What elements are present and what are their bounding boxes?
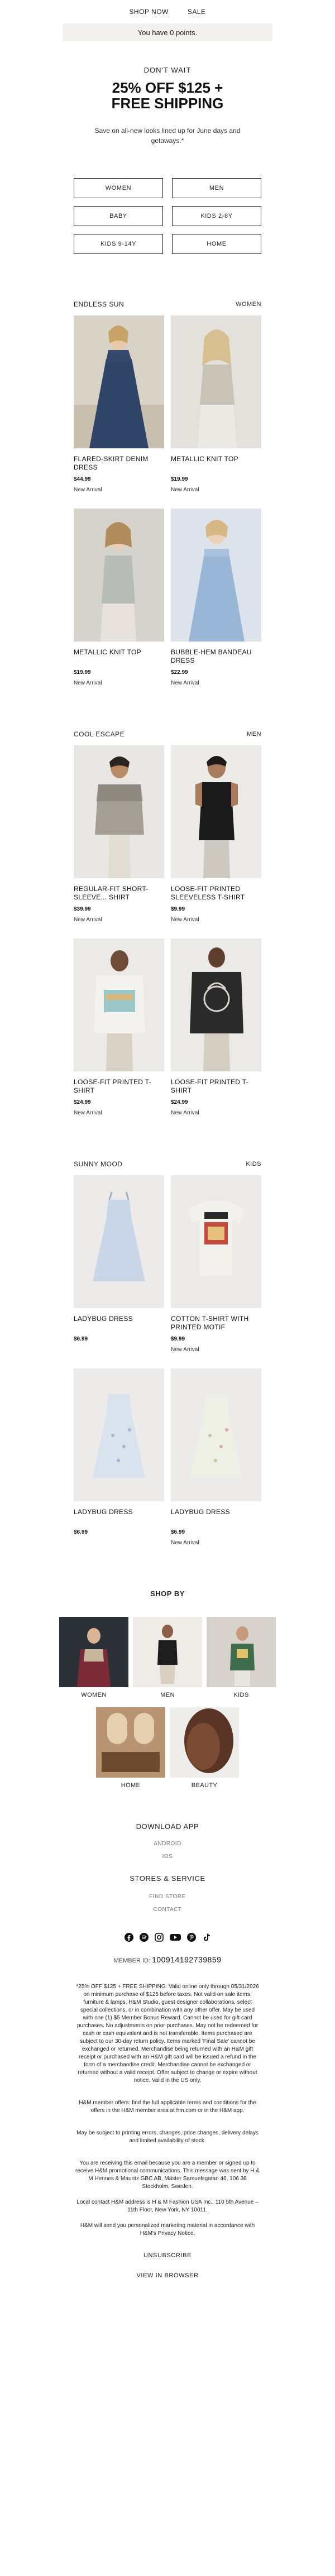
product-name[interactable]: LADYBUG DRESS bbox=[171, 1508, 230, 1516]
product-card[interactable] bbox=[74, 1175, 164, 1353]
product-card[interactable] bbox=[171, 1368, 261, 1546]
category-button-women[interactable]: WOMEN bbox=[74, 178, 163, 198]
android-link[interactable]: ANDROID bbox=[154, 1841, 181, 1847]
product-card[interactable] bbox=[171, 509, 261, 686]
footer bbox=[0, 1822, 335, 2279]
product-image[interactable] bbox=[74, 509, 164, 641]
product-tag: New Arrival bbox=[171, 1110, 199, 1116]
product-price: $19.99 bbox=[74, 669, 91, 676]
product-image[interactable] bbox=[171, 1368, 261, 1501]
category-button-baby[interactable]: BABY bbox=[74, 206, 163, 226]
category-button-kids-2-8y[interactable]: KIDS 2-8Y bbox=[172, 206, 261, 226]
shop-by-title: SHOP BY bbox=[150, 1589, 185, 1598]
product-name[interactable]: LOOSE-FIT PRINTED T-SHIRT bbox=[171, 1078, 248, 1094]
youtube-icon[interactable] bbox=[170, 1933, 181, 1942]
hero-headline[interactable] bbox=[0, 80, 335, 111]
product-name[interactable]: BUBBLE-HEM BANDEAU DRESS bbox=[171, 648, 252, 664]
headline-line-1: 25% OFF $125 + bbox=[112, 79, 223, 96]
shop-by-women[interactable] bbox=[59, 1617, 128, 1698]
section-link-women[interactable]: WOMEN bbox=[236, 301, 261, 308]
member-id-row bbox=[0, 1955, 335, 1964]
shop-by-image[interactable] bbox=[59, 1617, 128, 1687]
legal-email-reason: You are receiving this email because you are a member or signed up to receive H&M promotional communications. This message was sent by H & M Hennes & Mauritz GBC AB, Mäster Samuelsgatan 46, 106 38 Stockholm, Sweden. bbox=[75, 2160, 260, 2190]
product-price: $22.99 bbox=[171, 669, 188, 676]
shop-by-label: KIDS bbox=[233, 1692, 249, 1698]
stores-service-title: STORES & SERVICE bbox=[130, 1874, 205, 1883]
tiktok-icon[interactable] bbox=[202, 1933, 211, 1942]
product-tag: New Arrival bbox=[171, 680, 199, 686]
category-buttons bbox=[74, 178, 261, 254]
legal-privacy: H&M will send you personalized marketing material in accordance with H&M's Privacy Notice. bbox=[80, 2223, 255, 2237]
section-sunny-mood bbox=[74, 1160, 261, 1546]
section-endless-sun bbox=[74, 300, 261, 686]
spotify-icon[interactable] bbox=[140, 1933, 149, 1942]
product-price: $44.99 bbox=[74, 476, 91, 482]
section-header bbox=[74, 730, 261, 739]
contact-link[interactable]: CONTACT bbox=[153, 1907, 182, 1913]
product-image[interactable] bbox=[171, 315, 261, 448]
shop-by-label: WOMEN bbox=[81, 1692, 107, 1698]
product-image[interactable] bbox=[171, 509, 261, 641]
product-tag: New Arrival bbox=[74, 680, 102, 686]
product-card[interactable] bbox=[171, 1175, 261, 1353]
instagram-icon[interactable] bbox=[155, 1933, 164, 1942]
product-card[interactable] bbox=[74, 315, 164, 493]
points-banner: You have 0 points. bbox=[63, 23, 272, 41]
product-tag: New Arrival bbox=[74, 917, 102, 923]
product-tag: New Arrival bbox=[171, 917, 199, 923]
pinterest-icon[interactable] bbox=[187, 1933, 196, 1942]
headline-line-2: FREE SHIPPING bbox=[111, 95, 224, 112]
hero-kicker: DON'T WAIT bbox=[143, 66, 192, 74]
product-tag: New Arrival bbox=[171, 1347, 199, 1353]
product-price: $9.99 bbox=[171, 906, 185, 912]
product-image[interactable] bbox=[74, 315, 164, 448]
member-id-value: 100914192739859 bbox=[152, 1955, 222, 1964]
shop-by-kids[interactable] bbox=[207, 1617, 276, 1698]
product-card[interactable] bbox=[171, 315, 261, 493]
sale-link[interactable]: SALE bbox=[187, 8, 206, 16]
product-card[interactable] bbox=[74, 1368, 164, 1546]
shop-by-image[interactable] bbox=[207, 1617, 276, 1687]
product-price: $6.99 bbox=[74, 1529, 88, 1535]
product-price: $39.99 bbox=[74, 906, 91, 912]
legal-offer-terms: *25% OFF $125 + FREE SHIPPING: Valid online only through 05/31/2026 on minimum purchase of $125 before taxes. Not valid on sale items, furniture & lamps, H&M Studio, guest designer collaborations, select special collections, or in combination with any other offer. May be used with one (1) $5 Member Bonus Reward. Cannot be used for gift card purchases. No adjustments on prior purchases. May not be redeemed for cash or cash equivalent and is not transferable. Items purchased are subject to our 30-day return policy. Items marked 'Final Sale' cannot be exchanged or returned. Merchandise being returned with an H&M gift receipt or purchased with an H&M gift card will be issued a refund in the form of a merchandise credit. Merchandise cannot be exchanged or returned without a valid receipt. Offer subject to change or expire without notice. Valid in the US only. bbox=[76, 1984, 259, 2084]
section-title: SUNNY MOOD bbox=[74, 1160, 123, 1168]
section-title: ENDLESS SUN bbox=[74, 300, 125, 308]
product-price: $24.99 bbox=[74, 1099, 91, 1105]
product-card[interactable] bbox=[74, 939, 164, 1116]
legal-member-offers: H&M member offers: find the full applicable terms and conditions for the offers in the H&M member area at hm.com or in the H&M app. bbox=[79, 2100, 256, 2114]
product-name[interactable]: COTTON T-SHIRT WITH PRINTED MOTIF bbox=[171, 1315, 249, 1331]
section-header bbox=[74, 1160, 261, 1169]
product-name[interactable]: FLARED-SKIRT DENIM DRESS bbox=[74, 455, 149, 471]
section-header bbox=[74, 300, 261, 309]
product-tag: New Arrival bbox=[171, 1540, 199, 1546]
product-card[interactable] bbox=[171, 745, 261, 923]
social-icons bbox=[0, 1933, 335, 1942]
top-nav bbox=[0, 0, 335, 23]
shop-by-home[interactable] bbox=[96, 1707, 165, 1789]
product-name[interactable]: LOOSE-FIT PRINTED T-SHIRT bbox=[74, 1078, 151, 1094]
member-id-label: MEMBER ID: bbox=[113, 1957, 151, 1964]
shop-by-image[interactable] bbox=[170, 1707, 239, 1778]
shop-by-image[interactable] bbox=[96, 1707, 165, 1778]
facebook-icon[interactable] bbox=[125, 1933, 133, 1942]
product-image[interactable] bbox=[74, 1368, 164, 1501]
legal-printing-errors: May be subject to printing errors, changes, price changes, delivery delays and limited availability of stock. bbox=[76, 2130, 259, 2144]
product-name[interactable]: LADYBUG DRESS bbox=[74, 1508, 133, 1516]
section-title: COOL ESCAPE bbox=[74, 730, 125, 738]
section-link-men[interactable]: MEN bbox=[247, 731, 261, 738]
view-in-browser-link[interactable]: VIEW IN BROWSER bbox=[136, 2272, 199, 2279]
shop-by-label: BEAUTY bbox=[191, 1782, 218, 1789]
product-card[interactable] bbox=[74, 509, 164, 686]
legal-local-contact: Local contact H&M address is H & M Fashion USA Inc., 110 5th Avenue – 11th Floor, New York, NY 10011. bbox=[76, 2199, 259, 2213]
product-tag: New Arrival bbox=[171, 487, 199, 493]
product-image[interactable] bbox=[74, 745, 164, 878]
product-tag: New Arrival bbox=[74, 1110, 102, 1116]
product-price: $6.99 bbox=[74, 1336, 88, 1342]
section-link-kids[interactable]: KIDS bbox=[246, 1161, 261, 1167]
product-card[interactable] bbox=[171, 939, 261, 1116]
category-button-men[interactable]: MEN bbox=[172, 178, 261, 198]
product-name[interactable]: METALLIC KNIT TOP bbox=[171, 455, 238, 463]
product-image[interactable] bbox=[171, 1175, 261, 1308]
category-button-kids-9-14y[interactable]: KIDS 9-14Y bbox=[74, 234, 163, 254]
unsubscribe-link[interactable]: UNSUBSCRIBE bbox=[143, 2252, 192, 2259]
hero-subtext: Save on all-new looks lined up for June days and getaways.* bbox=[94, 127, 241, 145]
product-price: $6.99 bbox=[171, 1529, 185, 1535]
shop-by-beauty[interactable] bbox=[170, 1707, 239, 1789]
product-card[interactable] bbox=[74, 745, 164, 923]
product-name[interactable]: LADYBUG DRESS bbox=[74, 1315, 133, 1323]
product-name[interactable]: LOOSE-FIT PRINTED SLEEVELESS T-SHIRT bbox=[171, 885, 245, 901]
find-store-link[interactable]: FIND STORE bbox=[149, 1894, 186, 1900]
product-image[interactable] bbox=[171, 939, 261, 1071]
product-image[interactable] bbox=[74, 939, 164, 1071]
category-button-home[interactable]: HOME bbox=[172, 234, 261, 254]
product-image[interactable] bbox=[171, 745, 261, 878]
product-image[interactable] bbox=[74, 1175, 164, 1308]
shop-now-link[interactable]: SHOP NOW bbox=[129, 8, 169, 16]
download-app-title: DOWNLOAD APP bbox=[136, 1822, 199, 1831]
shop-by-men[interactable] bbox=[133, 1617, 202, 1698]
section-cool-escape bbox=[74, 730, 261, 1116]
hero bbox=[0, 66, 335, 146]
product-name[interactable]: METALLIC KNIT TOP bbox=[74, 648, 141, 656]
product-tag: New Arrival bbox=[74, 487, 102, 493]
shop-by-label: MEN bbox=[160, 1692, 175, 1698]
ios-link[interactable]: IOS bbox=[162, 1854, 173, 1860]
shop-by-image[interactable] bbox=[133, 1617, 202, 1687]
product-name[interactable]: REGULAR-FIT SHORT-SLEEVE... SHIRT bbox=[74, 885, 149, 901]
shop-by-label: HOME bbox=[121, 1782, 141, 1789]
product-price: $9.99 bbox=[171, 1336, 185, 1342]
product-price: $19.99 bbox=[171, 476, 188, 482]
shop-by-section bbox=[0, 1589, 335, 1789]
product-price: $24.99 bbox=[171, 1099, 188, 1105]
